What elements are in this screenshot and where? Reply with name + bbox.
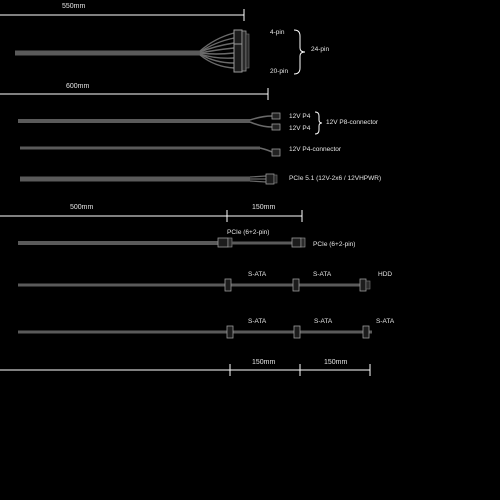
label-hdd: HDD <box>378 271 393 278</box>
label-150mm-sata-2: 150mm <box>324 359 348 366</box>
label-sata-1a: S-ATA <box>248 271 267 278</box>
label-sata-2c: S-ATA <box>376 318 395 325</box>
cable-pcie51 <box>20 174 277 184</box>
cable-24pin <box>15 30 249 72</box>
cable-p8 <box>18 113 280 130</box>
dimension-550mm <box>0 9 244 21</box>
label-pcie-6-2-b: PCIe (6+2-pin) <box>313 241 356 248</box>
label-24pin: 24-pin <box>311 46 330 53</box>
label-20pin: 20-pin <box>270 68 289 75</box>
cable-pcie62 <box>18 238 305 247</box>
label-sata-1b: S-ATA <box>313 271 332 278</box>
label-550mm: 550mm <box>62 3 86 10</box>
label-sata-2b: S-ATA <box>314 318 333 325</box>
cable-sata-2 <box>18 326 372 338</box>
label-pcie-6-2-a: PCIe (6+2-pin) <box>227 229 270 236</box>
dimension-600mm <box>0 88 268 100</box>
brace-24pin <box>294 30 305 74</box>
label-150mm-sata-1: 150mm <box>252 359 276 366</box>
cable-sata-1 <box>18 279 370 291</box>
label-4pin: 4-pin <box>270 29 285 36</box>
label-150mm-pcie: 150mm <box>252 204 276 211</box>
label-12v-p4-b: 12V P4 <box>289 125 311 132</box>
brace-p8 <box>315 112 322 134</box>
label-600mm: 600mm <box>66 83 90 90</box>
dimension-sata-150mm <box>0 364 370 376</box>
label-500mm: 500mm <box>70 204 94 211</box>
label-pcie-51: PCIe 5.1 (12V-2x6 / 12VHPWR) <box>289 175 382 182</box>
label-sata-2a: S-ATA <box>248 318 267 325</box>
label-12v-p4-a: 12V P4 <box>289 113 311 120</box>
cable-p4 <box>20 148 280 156</box>
label-12v-p8-connector: 12V P8-connector <box>326 119 379 126</box>
label-12v-p4-connector: 12V P4-connector <box>289 146 342 153</box>
